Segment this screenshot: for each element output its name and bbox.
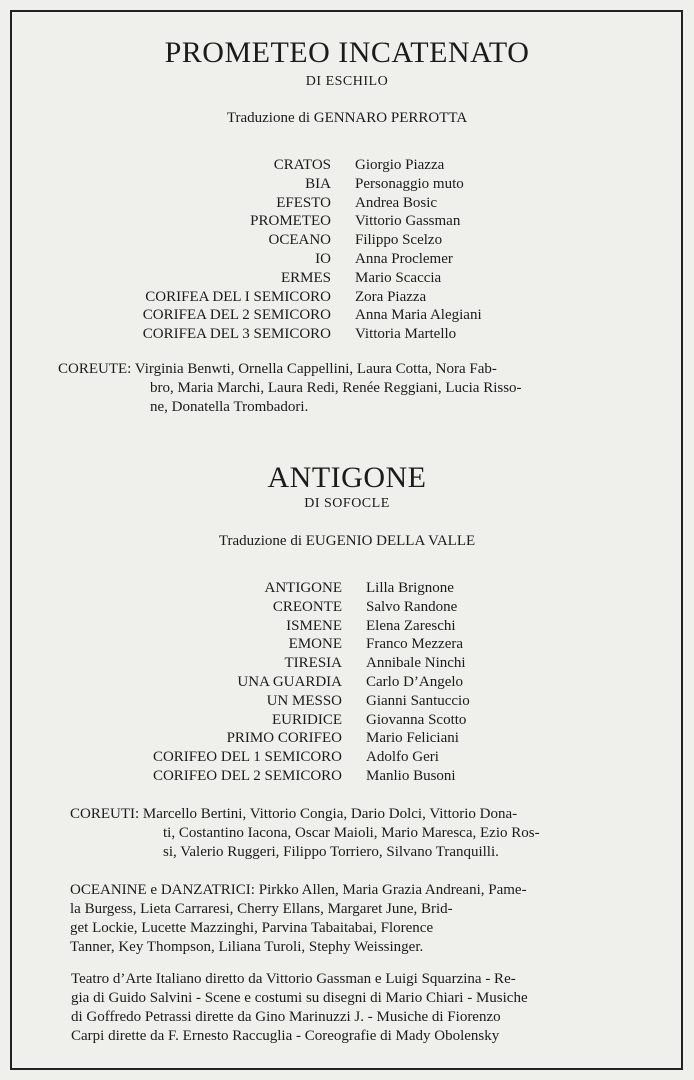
cast-row bbox=[0, 711, 694, 730]
cast-row bbox=[0, 617, 694, 636]
chorus-line: ne, Donatella Trombadori. bbox=[150, 398, 309, 415]
chorus-line: si, Valerio Ruggeri, Filippo Torriero, Silvano Tranquilli. bbox=[163, 843, 499, 860]
cast-row bbox=[0, 635, 694, 654]
play2-dancers bbox=[70, 881, 636, 957]
credits-line: Teatro d’Arte Italiano diretto da Vittorio Gassman e Luigi Squarzina - Re- bbox=[71, 971, 516, 987]
cast-role: EFESTO bbox=[276, 194, 331, 211]
cast-row bbox=[0, 156, 694, 175]
credits-line: di Goffredo Petrassi dirette da Gino Marinuzzi J. - Musiche di Fiorenzo bbox=[71, 1008, 501, 1025]
cast-actor: Personaggio muto bbox=[355, 175, 464, 192]
cast-row bbox=[0, 598, 694, 617]
cast-row bbox=[0, 654, 694, 673]
cast-role: CREONTE bbox=[272, 598, 342, 615]
cast-role: ISMENE bbox=[286, 617, 342, 634]
cast-row bbox=[0, 748, 694, 767]
cast-role: BIA bbox=[305, 175, 331, 192]
cast-row bbox=[0, 250, 694, 269]
cast-row bbox=[0, 692, 694, 711]
play2-author: DI SOFOCLE bbox=[304, 496, 390, 511]
cast-actor: Manlio Busoni bbox=[366, 767, 456, 784]
play1-author: DI ESCHILO bbox=[305, 74, 389, 89]
cast-row bbox=[0, 767, 694, 786]
dancers-line: la Burgess, Lieta Carraresi, Cherry Ellans, Margaret June, Brid- bbox=[70, 900, 453, 917]
cast-actor: Vittoria Martello bbox=[355, 326, 457, 343]
cast-role: CORIFEA DEL 2 SEMICORO bbox=[142, 307, 331, 324]
cast-row bbox=[0, 175, 694, 194]
cast-role: CORIFEA DEL I SEMICORO bbox=[145, 288, 331, 305]
cast-row bbox=[0, 325, 694, 344]
cast-row bbox=[0, 729, 694, 748]
cast-role: IO bbox=[315, 250, 331, 267]
cast-role: CORIFEO DEL 1 SEMICORO bbox=[152, 749, 342, 766]
dancers-line: Tanner, Key Thompson, Liliana Turoli, Stephy Weissinger. bbox=[70, 938, 424, 955]
cast-actor: Zora Piazza bbox=[355, 288, 427, 305]
cast-row bbox=[0, 579, 694, 598]
cast-actor: Adolfo Geri bbox=[366, 749, 439, 766]
cast-actor: Giovanna Scotto bbox=[366, 711, 467, 728]
cast-role: ANTIGONE bbox=[264, 580, 342, 596]
cast-role: EURIDICE bbox=[272, 711, 342, 728]
cast-role: UN MESSO bbox=[266, 692, 342, 709]
cast-role: EMONE bbox=[288, 636, 342, 653]
cast-row bbox=[0, 288, 694, 307]
cast-row bbox=[0, 673, 694, 692]
cast-actor: Vittorio Gassman bbox=[355, 213, 461, 230]
cast-actor: Andrea Bosic bbox=[355, 194, 438, 211]
play1-title: PROMETEO INCATENATO bbox=[164, 36, 530, 69]
chorus-line: COREUTI: Marcello Bertini, Vittorio Congia, Dario Dolci, Vittorio Dona- bbox=[70, 806, 518, 822]
cast-role: UNA GUARDIA bbox=[237, 673, 342, 690]
cast-role: CORIFEA DEL 3 SEMICORO bbox=[142, 326, 331, 343]
cast-actor: Anna Maria Alegiani bbox=[355, 307, 482, 324]
play1-translation: Traduzione di GENNARO PERROTTA bbox=[226, 110, 468, 126]
credits-line: gia di Guido Salvini - Scene e costumi su disegni di Mario Chiari - Musiche bbox=[71, 989, 528, 1006]
play2-title: ANTIGONE bbox=[267, 461, 427, 494]
chorus-line: bro, Maria Marchi, Laura Redi, Renée Reggiani, Lucia Risso- bbox=[150, 379, 522, 396]
cast-actor: Mario Feliciani bbox=[366, 730, 459, 747]
play2-translation: Traduzione di EUGENIO DELLA VALLE bbox=[218, 533, 476, 549]
play1-chorus bbox=[58, 360, 632, 417]
cast-role: CRATOS bbox=[273, 157, 331, 173]
cast-actor: Mario Scaccia bbox=[355, 269, 442, 286]
cast-role: ERMES bbox=[280, 269, 331, 286]
cast-row bbox=[0, 269, 694, 288]
play1-cast-list bbox=[0, 156, 694, 344]
cast-row bbox=[0, 231, 694, 250]
cast-role: CORIFEO DEL 2 SEMICORO bbox=[152, 767, 342, 784]
cast-actor: Elena Zareschi bbox=[366, 617, 456, 634]
cast-actor: Anna Proclemer bbox=[355, 250, 453, 267]
play2-chorus bbox=[70, 805, 636, 862]
cast-actor: Annibale Ninchi bbox=[366, 655, 466, 672]
cast-actor: Giorgio Piazza bbox=[355, 157, 445, 173]
chorus-line: ti, Costantino Iacona, Oscar Maioli, Mario Maresca, Ezio Ros- bbox=[163, 824, 540, 841]
cast-role: TIRESIA bbox=[284, 655, 342, 672]
cast-role: PRIMO CORIFEO bbox=[226, 730, 342, 747]
cast-actor: Lilla Brignone bbox=[366, 580, 454, 596]
credits-line: Carpi dirette da F. Ernesto Raccuglia - Coreografie di Mady Obolensky bbox=[71, 1027, 500, 1044]
cast-role: OCEANO bbox=[268, 232, 331, 249]
cast-actor: Gianni Santuccio bbox=[366, 692, 470, 709]
cast-role: PROMETEO bbox=[250, 213, 331, 230]
chorus-line: CORЕUTE: Virginia Benwti, Ornella Cappellini, Laura Cotta, Nora Fab- bbox=[58, 361, 497, 377]
cast-row bbox=[0, 212, 694, 231]
production-credits bbox=[71, 970, 641, 1046]
dancers-line: get Lockie, Lucette Mazzinghi, Parvina Tabaitabai, Florence bbox=[70, 919, 434, 936]
cast-row bbox=[0, 306, 694, 325]
cast-actor: Carlo D’Angelo bbox=[366, 673, 464, 690]
dancers-line: OCEANINE e DANZATRICI: Pirkko Allen, Maria Grazia Andreani, Pame- bbox=[70, 882, 527, 898]
cast-actor: Salvo Randone bbox=[366, 598, 458, 615]
cast-row bbox=[0, 194, 694, 213]
play2-cast-list bbox=[0, 579, 694, 786]
cast-actor: Filippo Scelzo bbox=[355, 232, 443, 249]
cast-actor: Franco Mezzera bbox=[366, 636, 464, 653]
